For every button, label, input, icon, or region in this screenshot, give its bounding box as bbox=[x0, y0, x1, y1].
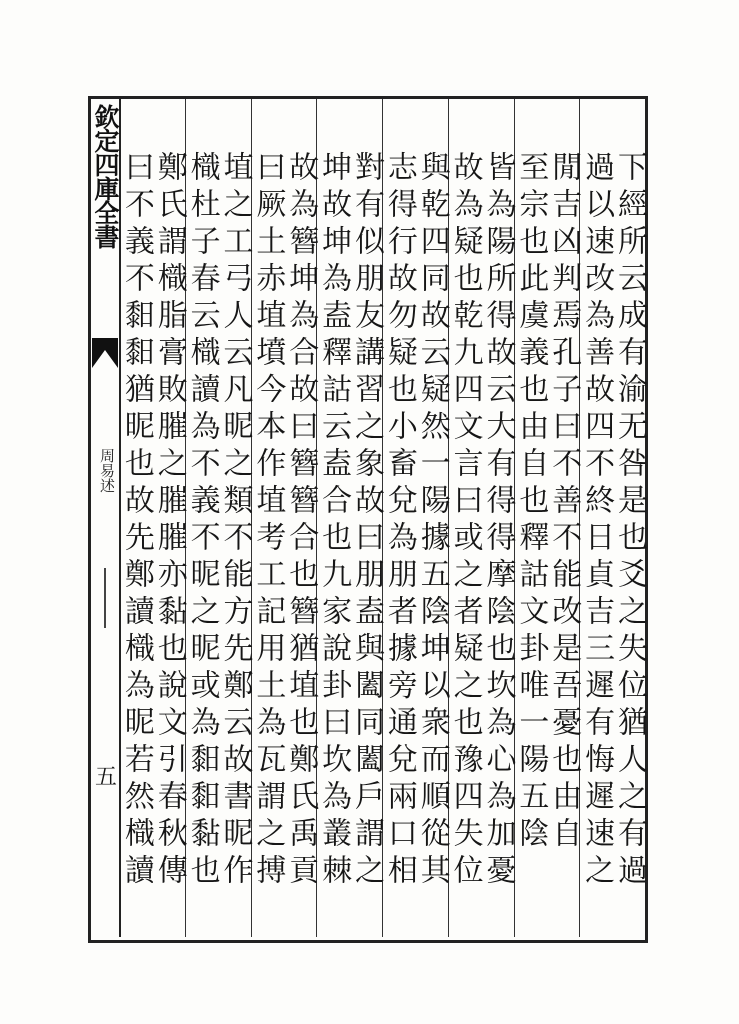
text-column bbox=[481, 99, 514, 937]
column-text: 樴杜子春云樴讀為不義不昵之昵或為䵒䵒黏也 bbox=[184, 151, 220, 891]
text-column bbox=[612, 99, 645, 937]
column-text: 與乾四同故云疑然一陽據五陰坤以衆而順從其 bbox=[414, 151, 450, 891]
margin-divider bbox=[104, 568, 106, 628]
margin-title: 欽定四庫全書 bbox=[91, 104, 120, 248]
text-column bbox=[185, 99, 218, 937]
column-text: 故為簪坤為合故曰簪簪合也簪猶埴也鄭氏禹貢 bbox=[283, 151, 319, 891]
text-column bbox=[283, 99, 319, 937]
column-text: 埴之工弓人云凡昵之類不能方先鄭云故書昵作 bbox=[217, 151, 253, 891]
margin-volume-name: 周易述 bbox=[98, 448, 116, 493]
column-text: 志得行故勿疑也小畜兌為朋者據旁通兌兩口相 bbox=[381, 151, 417, 891]
text-column bbox=[415, 99, 448, 937]
column-text: 皆為陽所得故云大有得得摩陰也坎為心為加憂 bbox=[480, 151, 516, 891]
margin-page-number: 五 bbox=[94, 765, 117, 790]
column-text: 鄭氏謂樴脂膏敗膗之膗膗亦黏也說文引春秋傳 bbox=[151, 151, 187, 891]
text-column bbox=[514, 99, 547, 937]
column-text: 曰厥土赤埴墳今本作埴考工記用土為瓦謂之搏 bbox=[250, 151, 286, 891]
text-column bbox=[546, 99, 582, 937]
text-column bbox=[251, 99, 284, 937]
column-text: 至宗也此虞義也由自也釋詁文卦唯一陽五陰 bbox=[513, 151, 549, 854]
text-column bbox=[579, 99, 615, 937]
text-column bbox=[218, 99, 251, 937]
column-text: 曰不義不䵒䵒猶昵也故先鄭讀樴為昵若然樴讀 bbox=[118, 151, 154, 891]
column-text: 過以速改為善故四不終日貞吉三遲有悔遲速之 bbox=[579, 151, 615, 891]
column-text: 下經所云成有渝无咎是也爻之失位猶人之有過 bbox=[612, 151, 647, 891]
text-column bbox=[316, 99, 352, 937]
text-column bbox=[152, 99, 185, 937]
column-text: 對有似朋友講習之象故曰朋盍與闔同闔戶謂之 bbox=[349, 151, 384, 891]
text-column bbox=[349, 99, 382, 937]
column-text: 閒吉凶判焉孔子曰不善不能改是吾憂也由自 bbox=[546, 151, 582, 854]
column-text: 故為疑也乾九四文言曰或之者疑之也豫四失位 bbox=[447, 151, 483, 891]
text-column bbox=[119, 99, 152, 937]
text-columns bbox=[119, 99, 645, 937]
text-column bbox=[448, 99, 481, 937]
column-text: 坤故坤為盍釋詁云盍合也九家說卦曰坎為叢棘 bbox=[316, 151, 352, 891]
text-column bbox=[382, 99, 415, 937]
